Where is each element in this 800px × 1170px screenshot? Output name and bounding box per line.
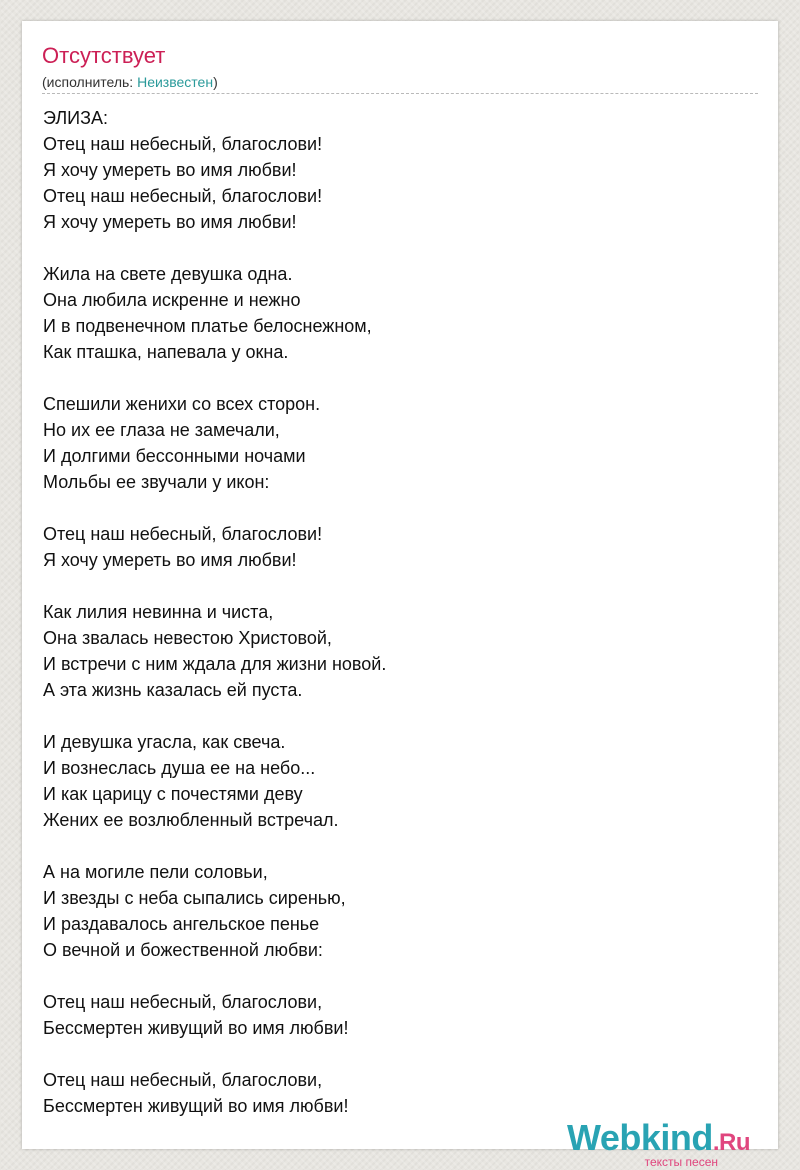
lyric-line: И вознеслась душа ее на небо...: [43, 758, 316, 778]
lyric-line: Отец наш небесный, благослови,: [43, 1070, 323, 1090]
logo-tld: .Ru: [712, 1129, 750, 1156]
lyric-line: Бессмертен живущий во имя любви!: [43, 1018, 349, 1038]
lyric-line: Но их ее глаза не замечали,: [43, 420, 280, 440]
lyrics-body: [43, 105, 743, 1145]
lyric-line: Как пташка, напевала у окна.: [43, 342, 289, 362]
lyric-line: Жила на свете девушка одна.: [43, 264, 293, 284]
artist-suffix: ): [213, 74, 218, 90]
lyric-line: Она любила искренне и нежно: [43, 290, 301, 310]
lyric-line: Спешили женихи со всех сторон.: [43, 394, 321, 414]
lyric-line: Она звалась невестою Христовой,: [43, 628, 332, 648]
lyrics-stanza: [43, 729, 743, 833]
lyrics-card: [22, 21, 778, 1169]
lyric-line: Бессмертен живущий во имя любви!: [43, 1096, 349, 1116]
lyric-line: А на могиле пели соловьи,: [43, 862, 268, 882]
song-title: Отсутствует: [42, 43, 166, 68]
lyric-line: И девушка угасла, как свеча.: [43, 732, 286, 752]
lyric-line: Я хочу умереть во имя любви!: [43, 550, 297, 570]
lyrics-stanza: [43, 261, 743, 365]
lyrics-stanza: [43, 599, 743, 703]
site-logo: [567, 1119, 750, 1168]
lyric-line: Я хочу умереть во имя любви!: [43, 212, 297, 232]
lyric-line: И долгими бессонными ночами: [43, 446, 306, 466]
lyric-line: Отец наш небесный, благослови!: [43, 134, 323, 154]
lyric-line: Отец наш небесный, благослови!: [43, 524, 323, 544]
lyric-line: ЭЛИЗА:: [43, 108, 108, 128]
header-divider: [42, 93, 758, 94]
lyric-line: Жених ее возлюбленный встречал.: [43, 810, 339, 830]
lyric-line: Отец наш небесный, благослови,: [43, 992, 323, 1012]
lyric-line: О вечной и божественной любви:: [43, 940, 323, 960]
lyric-line: Отец наш небесный, благослови!: [43, 186, 323, 206]
lyric-line: Я хочу умереть во имя любви!: [43, 160, 297, 180]
lyrics-stanza: [43, 989, 743, 1041]
logo-tagline: тексты песен: [644, 1155, 718, 1169]
lyric-line: А эта жизнь казалась ей пуста.: [43, 680, 303, 700]
artist-link[interactable]: Неизвестен: [137, 74, 214, 90]
lyric-line: Мольбы ее звучали у икон:: [43, 472, 270, 492]
lyric-line: И как царицу с почестями деву: [43, 784, 303, 804]
lyrics-stanza: [43, 105, 743, 235]
lyrics-stanza: [43, 391, 743, 495]
artist-prefix: (исполнитель:: [42, 74, 138, 90]
logo-main-text: Webkind: [566, 1117, 713, 1158]
lyric-line: И встречи с ним ждала для жизни новой.: [43, 654, 387, 674]
artist-byline: [42, 73, 758, 91]
lyric-line: И в подвенечном платье белоснежном,: [43, 316, 372, 336]
lyric-line: И звезды с неба сыпались сиренью,: [43, 888, 346, 908]
lyrics-stanza: [43, 1067, 743, 1119]
lyrics-stanza: [43, 859, 743, 963]
song-header: [42, 43, 758, 91]
lyric-line: Как лилия невинна и чиста,: [43, 602, 274, 622]
lyrics-stanza: [43, 521, 743, 573]
lyric-line: И раздавалось ангельское пенье: [43, 914, 320, 934]
